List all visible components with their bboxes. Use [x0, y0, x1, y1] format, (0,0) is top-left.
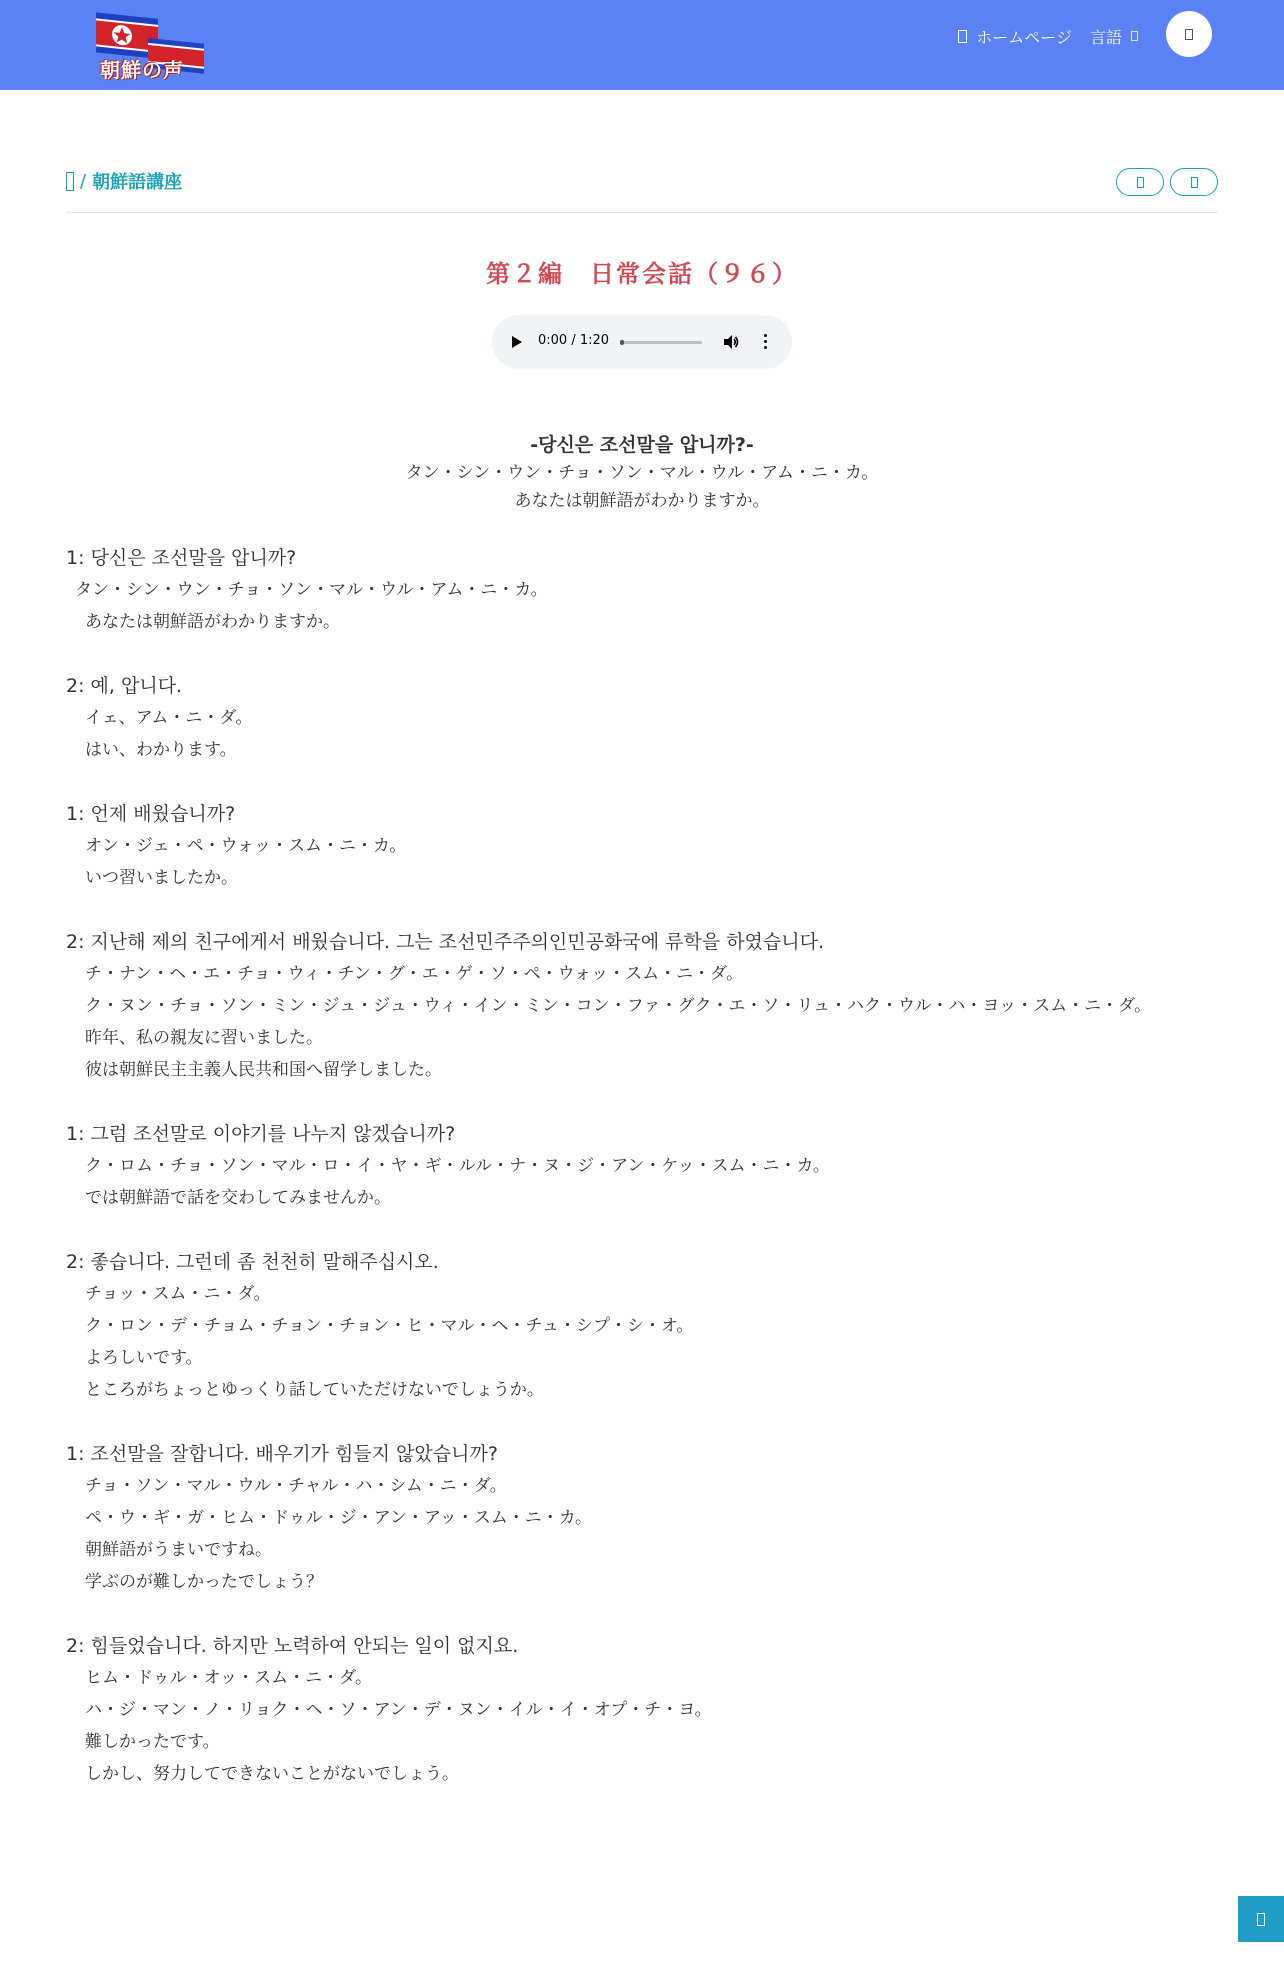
speaker-label: 1:	[66, 1123, 85, 1145]
speaker-label: 2:	[66, 1251, 85, 1273]
speaker-label: 1:	[66, 803, 85, 825]
translation-line: 昨年、私の親友に習いました。	[85, 1028, 323, 1048]
speaker-label: 2:	[66, 931, 85, 953]
korean-text: 힘들었습니다. 하지만 노력하여 안되는 일이 없지요.	[90, 1635, 519, 1657]
breadcrumb-separator: /	[80, 170, 87, 192]
turn-korean	[66, 926, 1226, 958]
speaker-label: 2:	[66, 1635, 85, 1657]
chevron-right-icon	[1191, 177, 1198, 188]
translation-line: 学ぶのが難しかったでしょう？	[85, 1572, 323, 1592]
search-button[interactable]	[1166, 11, 1212, 57]
translation-line: ところがちょっとゆっくり話していただけないでしょうか。	[85, 1380, 544, 1400]
turn-korean	[66, 1630, 1226, 1662]
translation-line: しかし、努力してできないことがないでしょう。	[85, 1764, 459, 1784]
translation-line: チョッ・スム・ニ・ダ。	[85, 1284, 271, 1304]
search-icon	[1185, 29, 1193, 40]
translation-line: ク・ロン・デ・チョム・チョン・チョン・ヒ・マル・ヘ・チュ・シプ・シ・オ。	[85, 1316, 694, 1336]
korean-text: 그럼 조선말로 이야기를 나누지 않겠습니까?	[90, 1123, 456, 1145]
back-to-top-button[interactable]	[1238, 1896, 1284, 1942]
main-nav	[958, 25, 1138, 47]
site-header	[0, 0, 1284, 90]
korean-text: 좋습니다. 그런데 좀 천천히 말해주십시오.	[90, 1251, 439, 1273]
breadcrumb-bar	[66, 162, 1218, 213]
turn-korean	[66, 1438, 1226, 1470]
dialogue-turn	[66, 1438, 1226, 1598]
breadcrumb-section-link[interactable]: 朝鮮語講座	[92, 172, 183, 193]
dialogue-turn	[66, 542, 1226, 638]
turn-korean	[66, 1118, 1226, 1150]
translation-line: チョ・ソン・マル・ウル・チャル・ハ・シム・ニ・ダ。	[85, 1476, 507, 1496]
translation-line: あなたは朝鮮語がわかりますか。	[85, 612, 340, 632]
translation-line: 難しかったです。	[85, 1732, 220, 1752]
speaker-label: 1:	[66, 547, 85, 569]
arrow-up-icon	[1257, 1913, 1265, 1926]
volume-icon[interactable]	[723, 334, 739, 350]
translation-line: ク・ロム・チョ・ソン・マル・ロ・イ・ヤ・ギ・ルル・ナ・ヌ・ジ・アン・ケッ・スム・ニ・カ。	[85, 1156, 830, 1176]
audio-time: 0:00 / 1:20	[538, 333, 610, 348]
korean-text: 당신은 조선말을 압니까?	[90, 547, 297, 569]
next-article-button[interactable]	[1170, 168, 1218, 196]
translation-line: 彼は朝鮮民主主義人民共和国へ留学しました。	[85, 1060, 442, 1080]
translation-line: はい、わかります。	[85, 740, 237, 760]
breadcrumb-home-icon[interactable]	[66, 172, 74, 191]
dialogue-turn	[66, 1118, 1226, 1214]
translation-line: いつ習いましたか。	[85, 868, 238, 888]
turn-korean	[66, 798, 1226, 830]
translation-line: イェ、アム・ニ・ダ。	[85, 708, 253, 728]
more-options-icon[interactable]	[763, 334, 767, 350]
nav-home-link[interactable]: ホームページ	[976, 27, 1072, 47]
breadcrumb	[66, 168, 182, 194]
article-title: 第２編 日常会話（９６）	[486, 260, 798, 288]
audio-player	[492, 315, 792, 369]
translation-line: ペ・ウ・ギ・ガ・ヒム・ドゥル・ジ・アン・アッ・スム・ニ・カ。	[85, 1508, 593, 1528]
speaker-label: 2:	[66, 675, 85, 697]
lesson-intro	[0, 431, 1284, 515]
translation-line: オン・ジェ・ペ・ウォッ・スム・ニ・カ。	[85, 836, 407, 856]
intro-katakana: タン・シン・ウン・チョ・ソン・マル・ウル・アム・ニ・カ。	[405, 463, 879, 483]
translation-line: よろしいです。	[85, 1348, 203, 1368]
speaker-label: 1:	[66, 1443, 85, 1465]
dialogue-turn	[66, 798, 1226, 894]
audio-progress-fill	[620, 340, 624, 345]
translation-line: では朝鮮語で話を交わしてみませんか。	[85, 1188, 391, 1208]
korean-text: 예, 압니다.	[90, 675, 183, 697]
site-logo[interactable]	[92, 10, 212, 80]
translation-line: ハ・ジ・マン・ノ・リョク・ヘ・ソ・アン・デ・ヌン・イル・イ・オプ・チ・ヨ。	[85, 1700, 712, 1720]
korean-text: 조선말을 잘합니다. 배우기가 힘들지 않았습니까?	[90, 1443, 498, 1465]
dialogue	[66, 542, 1226, 1822]
previous-article-button[interactable]	[1116, 168, 1164, 196]
turn-korean	[66, 542, 1226, 574]
logo-text: 朝鮮の声	[100, 58, 184, 82]
dialogue-turn	[66, 1630, 1226, 1790]
home-icon	[958, 30, 967, 43]
dialogue-turn	[66, 670, 1226, 766]
translation-line: 朝鮮語がうまいですね。	[85, 1540, 272, 1560]
dialogue-turn	[66, 1246, 1226, 1406]
chevron-left-icon	[1137, 177, 1144, 188]
translation-line: ヒム・ドゥル・オッ・スム・ニ・ダ。	[85, 1668, 373, 1688]
chevron-down-icon	[1131, 31, 1138, 41]
turn-korean	[66, 670, 1226, 702]
translation-line: チ・ナン・ヘ・エ・チョ・ウィ・チン・グ・エ・ゲ・ソ・ペ・ウォッ・スム・ニ・ダ。	[85, 964, 744, 984]
translation-line: タン・シン・ウン・チョ・ソン・マル・ウル・アム・ニ・カ。	[75, 580, 548, 600]
korean-text: 지난해 제의 친구에게서 배웠습니다. 그는 조선민주주의인민공화국에 류학을 하였습니다.	[90, 931, 825, 953]
dialogue-turn	[66, 926, 1226, 1086]
turn-korean	[66, 1246, 1226, 1278]
intro-japanese: あなたは朝鮮語がわかりますか。	[514, 491, 770, 511]
intro-korean: -당신은 조선말을 압니까?-	[530, 434, 754, 456]
translation-line: ク・ヌン・チョ・ソン・ミン・ジュ・ジュ・ウィ・イン・ミン・コン・ファ・グク・エ・ソ・リュ・ハク・ウル・ハ・ヨッ・スム・ニ・ダ。	[85, 996, 1152, 1016]
audio-progress-slider[interactable]	[620, 341, 702, 344]
play-icon[interactable]	[512, 336, 522, 348]
nav-language-menu[interactable]: 言語	[1089, 27, 1122, 47]
korean-text: 언제 배웠습니까?	[90, 803, 236, 825]
